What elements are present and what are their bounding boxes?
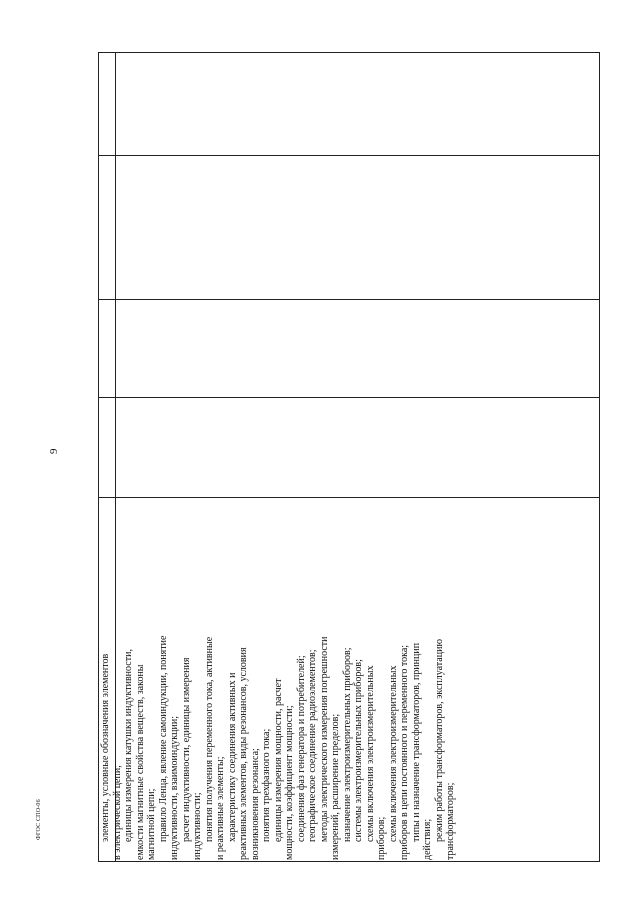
text-line: единицы измерения мощности, расчет xyxy=(272,678,284,842)
content-cell xyxy=(98,466,600,862)
text-line: схемы включения электроизмерительных xyxy=(387,665,399,842)
text-line: трансформаторов; xyxy=(445,782,456,860)
table-divider xyxy=(99,397,599,398)
text-line: и реактивные элементы; xyxy=(215,756,226,860)
text-line: характеристику соединения активных и xyxy=(226,672,238,842)
text-line: реактивных элементов, виды резонансов, условия xyxy=(238,647,249,860)
text-line: приборов; xyxy=(376,816,387,860)
text-line: схемы включения электроизмерительных xyxy=(364,665,376,842)
text-line: назначение электроизмерительных приборов; xyxy=(341,647,353,842)
text-line: магнитной цепи; xyxy=(146,788,157,860)
text-line: емкости магнитные свойства веществ, законы xyxy=(134,664,146,860)
page-number: 9 xyxy=(48,448,60,454)
text-line: индуктивности; xyxy=(192,792,203,860)
text-line: системы электроизмерительных приборов; xyxy=(353,659,364,842)
text-line: расчет индуктивности, единицы измерения xyxy=(180,657,192,842)
text-line: приборов в цепи постоянного и переменного тока; xyxy=(399,644,410,860)
text-line: единицы измерения катушки индуктивности, xyxy=(123,649,134,842)
table-divider xyxy=(99,299,599,300)
footer-code: ФГОС СПО-06 xyxy=(36,799,42,840)
text-line: действия; xyxy=(422,818,433,860)
text-line: измерений, расширение пределов; xyxy=(330,713,341,860)
content-text xyxy=(100,476,596,860)
text-line: элементы, условные обозначения элементов xyxy=(100,653,111,842)
text-line: географическое соединение радиоэлементов; xyxy=(307,649,318,842)
text-line: типы и назначение трансформаторов, принцип xyxy=(410,642,422,842)
text-line: соединения фаз генератора и потребителей; xyxy=(295,655,307,842)
text-line: правило Ленца, явление самоиндукции, понятие xyxy=(157,635,169,842)
text-line: методы электрического измерения погрешности xyxy=(318,636,330,842)
text-line: мощности, коэффициент мощности; xyxy=(284,705,295,860)
table-divider xyxy=(99,155,599,156)
text-line: в электрической цепи; xyxy=(111,765,123,860)
text-line: возникновения резонанса; xyxy=(249,748,261,860)
text-line: режим работы трансформаторов, эксплуатацию xyxy=(433,639,445,842)
text-line: понятия трехфазного тока; xyxy=(261,728,272,842)
text-line: индуктивности, взаимоиндукции; xyxy=(169,716,180,860)
text-line: понятия получения переменного тока, активные xyxy=(203,636,215,842)
